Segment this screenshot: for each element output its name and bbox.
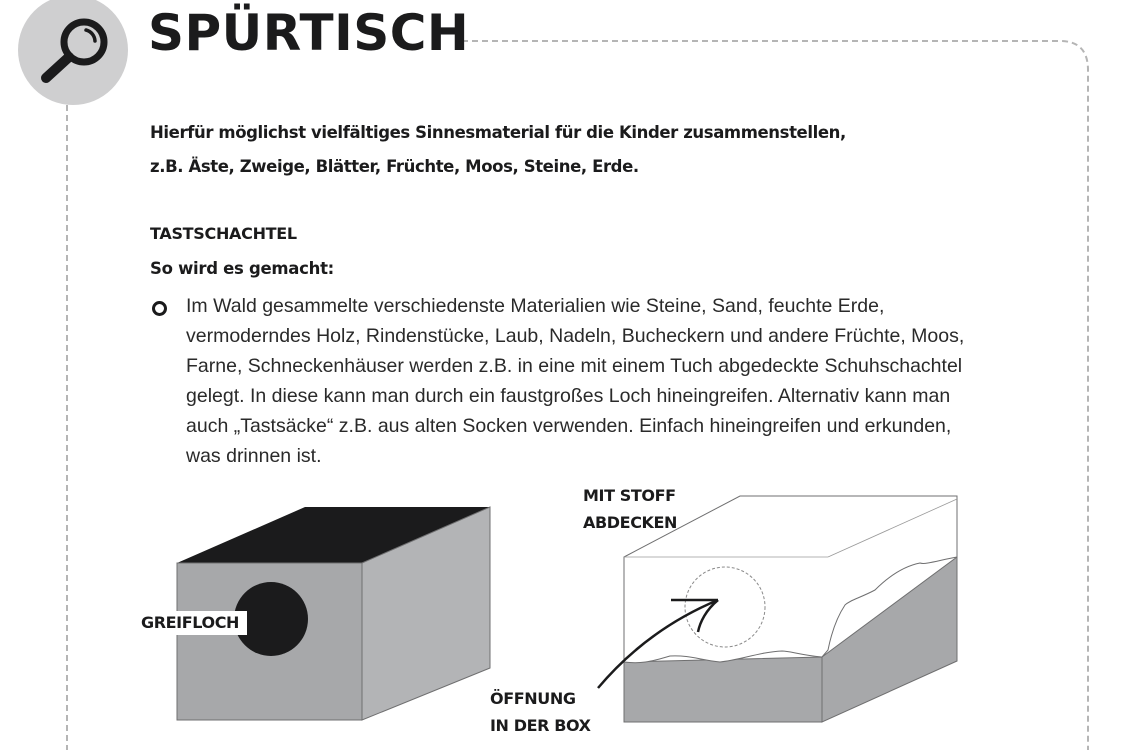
- bullet-line: was drinnen ist.: [186, 445, 322, 467]
- bullet-line: gelegt. In diese kann man durch ein faustgroßes Loch hineingreifen. Alternativ kann man: [186, 385, 951, 407]
- intro-line: Hierfür möglichst vielfältiges Sinnesmaterial für die Kinder zusammenstellen,: [150, 123, 846, 142]
- opening-label-line: ÖFFNUNG: [490, 689, 576, 708]
- bullet-line: Im Wald gesammelte verschiedenste Materialien wie Steine, Sand, feuchte Erde,: [186, 295, 885, 317]
- cover-label: [583, 482, 677, 536]
- cover-label-line: MIT STOFF: [583, 486, 676, 505]
- opening-label: [490, 685, 591, 739]
- bullet-line: auch „Tastsäcke“ z.B. aus alten Socken verwenden. Einfach hineingreifen und erkunden,: [186, 415, 952, 437]
- cover-label-line: ABDECKEN: [583, 513, 678, 532]
- section-subheading: So wird es gemacht:: [150, 259, 334, 278]
- page-title: SPÜRTISCH: [148, 4, 470, 62]
- bullet-line: vermoderndes Holz, Rindenstücke, Laub, Nadeln, Bucheckern und andere Früchte, Moos,: [186, 325, 965, 347]
- bullet-line: Farne, Schneckenhäuser werden z.B. in eine mit einem Tuch abgedeckte Schuhschachtel: [186, 355, 963, 377]
- greifloch-label: GREIFLOCH: [138, 611, 247, 635]
- opening-label-line: IN DER BOX: [490, 716, 591, 735]
- intro-line: z.B. Äste, Zweige, Blätter, Früchte, Moos, Steine, Erde.: [150, 157, 639, 176]
- section-heading: TASTSCHACHTEL: [150, 224, 297, 243]
